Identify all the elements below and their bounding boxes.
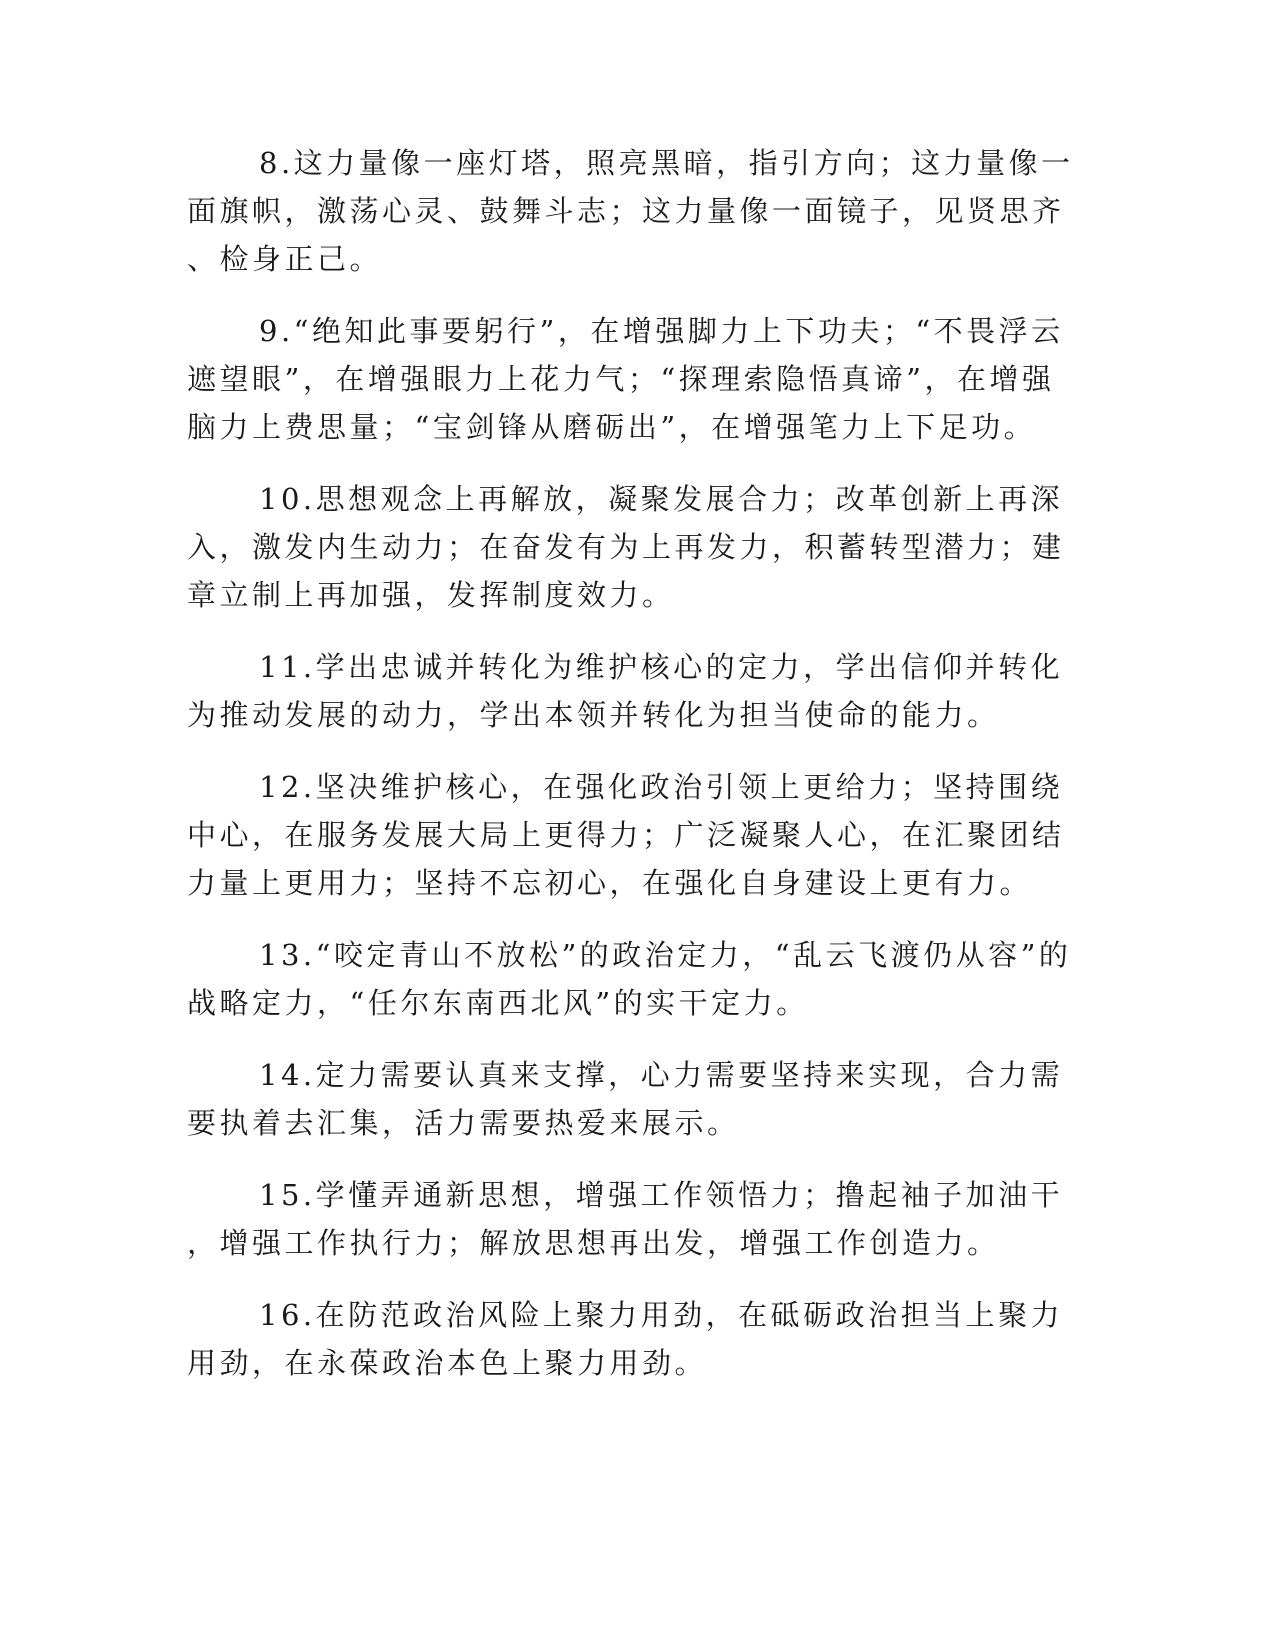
paragraph-13: [187, 931, 1087, 1027]
paragraph-8: [187, 139, 1087, 283]
text-line: 章立制上再加强，发挥制度效力。: [187, 578, 675, 612]
paragraph-15: [187, 1171, 1087, 1267]
text-line: 入，激发内生动力；在奋发有为上再发力，积蓄转型潜力；建: [187, 530, 1065, 564]
text-line: 13.“咬定青山不放松”的政治定力，“乱云飞渡仍从容”的: [259, 938, 1072, 972]
text-line: 16.在防范政治风险上聚力用劲，在砥砺政治担当上聚力: [259, 1298, 1064, 1332]
text-line: 用劲，在永葆政治本色上聚力用劲。: [187, 1346, 708, 1380]
text-line: 遮望眼”，在增强眼力上花力气；“探理索隐悟真谛”，在增强: [187, 362, 1055, 396]
text-line: 12.坚决维护核心，在强化政治引领上更给力；坚持围绕: [259, 770, 1064, 804]
paragraph-9: [187, 307, 1087, 451]
text-line: ，增强工作执行力；解放思想再出发，增强工作创造力。: [187, 1226, 1000, 1260]
text-line: 10.思想观念上再解放，凝聚发展合力；改革创新上再深: [259, 482, 1064, 516]
text-line: 14.定力需要认真来支撑，心力需要坚持来实现，合力需: [259, 1058, 1064, 1092]
text-line: 9.“绝知此事要躬行”，在增强脚力上下功夫；“不畏浮云: [259, 314, 1064, 348]
text-line: 战略定力，“任尔东南西北风”的实干定力。: [187, 986, 809, 1020]
paragraph-11: [187, 643, 1087, 739]
paragraph-14: [187, 1051, 1087, 1147]
text-line: 15.学懂弄通新思想，增强工作领悟力；撸起袖子加油干: [259, 1178, 1064, 1212]
text-line: 面旗帜，激荡心灵、鼓舞斗志；这力量像一面镜子，见贤思齐: [187, 194, 1065, 228]
paragraph-12: [187, 763, 1087, 907]
paragraph-16: [187, 1291, 1087, 1387]
text-line: 为推动发展的动力，学出本领并转化为担当使命的能力。: [187, 698, 1000, 732]
text-line: 力量上更用力；坚持不忘初心，在强化自身建设上更有力。: [187, 866, 1033, 900]
text-line: 、检身正己。: [187, 242, 383, 276]
text-line: 中心，在服务发展大局上更得力；广泛凝聚人心，在汇聚团结: [187, 818, 1065, 852]
paragraph-10: [187, 475, 1087, 619]
text-line: 8.这力量像一座灯塔，照亮黑暗，指引方向；这力量像一: [259, 146, 1074, 180]
document-body: [187, 139, 1087, 1411]
text-line: 脑力上费思量；“宝剑锋从磨砺出”，在增强笔力上下足功。: [187, 410, 1037, 444]
text-line: 要执着去汇集，活力需要热爱来展示。: [187, 1106, 740, 1140]
text-line: 11.学出忠诚并转化为维护核心的定力，学出信仰并转化: [259, 650, 1064, 684]
